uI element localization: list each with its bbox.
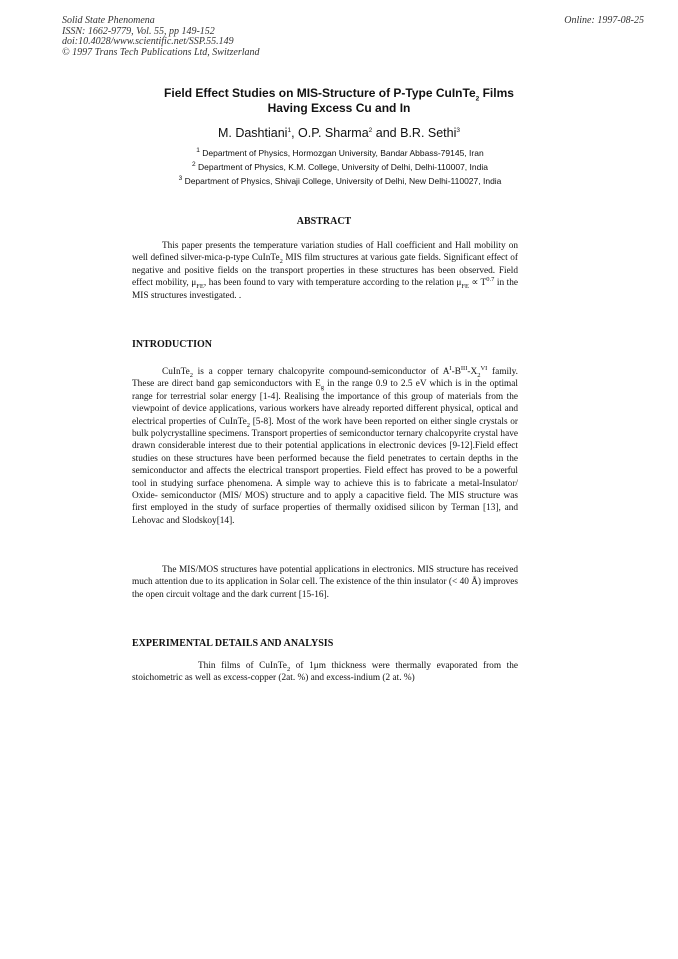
title-line-1: Field Effect Studies on MIS-Structure of P-Type CuInTe$_2$ Films — [164, 86, 514, 103]
abstract-heading: ABSTRACT — [296, 216, 352, 227]
experimental-heading: EXPERIMENTAL DETAILS AND ANALYSIS — [132, 638, 334, 649]
journal-name: Solid State Phenomena — [62, 15, 155, 26]
author-list: M. Dashtiani$^1$, O.P. Sharma$^2$ and B.R. Sethi$^3$ — [217, 126, 461, 140]
copyright-line: © 1997 Trans Tech Publications Ltd, Switzerland — [62, 46, 260, 58]
introduction-heading: INTRODUCTION — [132, 339, 213, 350]
paper-title — [110, 86, 568, 116]
journal-header — [62, 16, 260, 58]
author-3: B.R. Sethi — [400, 126, 457, 140]
affiliation-1: $^1$ Department of Physics, Hormozgan University, Bandar Abbass-79145, Iran — [196, 147, 484, 158]
introduction-paragraph-1: CuInTe$_2$ is a copper ternary chalcopyrite compound-semiconductor of $A^I-B^{III}-X_2^{VI}$ family. These are direct band gap semiconductors with $E_g$ in the range 0.9 to 2.5 eV which is in the optimal range for terrestrial solar energy [1-4]. Realising the importance of this group of materials from the viewpoint of device applications, various workers have already reported different physical, optical and electrical properties of CuInTe$_2$ [5-8]. Most of the work have been reported on either single crystals or bulk polycrystalline specimens. Transport properties of semiconductor ternary chalcopyrite crystal have drawn considerable interest due to their potential applications in electronic devices [9-12].Field effect studies on these structures have been performed because the field penetrates to certain depths in the semiconductor and affects the electrical transport properties. Field effect has proved to be a powerful tool in studying surface phenomena. A simple way to achieve this is to fabricate a metal-Insulator/ Oxide- semiconductor (MIS/ MOS) structure and to apply a capacitive field. The MIS structure was first employed in the study of surface properties of thermally oxidised silicon by Terman [13], and Lehovac and Slodskoy[14]. — [132, 364, 518, 526]
title-line-2: Having Excess Cu and In — [267, 101, 411, 115]
issn-line: ISSN: 1662-9779, Vol. 55, pp 149-152 — [62, 25, 215, 37]
introduction-paragraph-2: The MIS/MOS structures have potential applications in electronics. MIS structure has received much attention due to its application in Solar cell. The existence of the thin insulator (< 40 Å) improves the open circuit voltage and the dark current [15-16]. — [132, 565, 518, 600]
doi-line: doi:10.4028/www.scientific.net/SSP.55.149 — [62, 36, 234, 47]
abstract-text: This paper presents the temperature variation studies of Hall coefficient and Hall mobility on well defined silver-mica-p-type CuInTe$_2$ MIS film structures at various gate fields. Significant effect of negative and positive fields on the transport properties in these structures has been observed. Field effect mobility, $\mu_{FE}$, has been found to vary with temperature according to the relation $\mu_{FE} \propto T^{0.7}$ in the MIS structures investigated. . — [132, 241, 518, 301]
author-2: O.P. Sharma — [298, 126, 369, 140]
affiliation-2: $^2$ Department of Physics, K.M. College, University of Delhi, Delhi-110007, India — [192, 161, 488, 172]
affiliations — [120, 146, 560, 188]
author-1: M. Dashtiani — [217, 126, 288, 140]
experimental-paragraph: Thin films of CuInTe$_2$ of 1μm thickness were thermally evaporated from the stoichometric as well as excess-copper (2at. %) and excess-indium (2 at. %) — [132, 661, 518, 684]
online-date: Online: 1997-08-25 — [564, 15, 644, 26]
affiliation-3: $^3$ Department of Physics, Shivaji College, University of Delhi, New Delhi-110027, India — [178, 175, 502, 186]
